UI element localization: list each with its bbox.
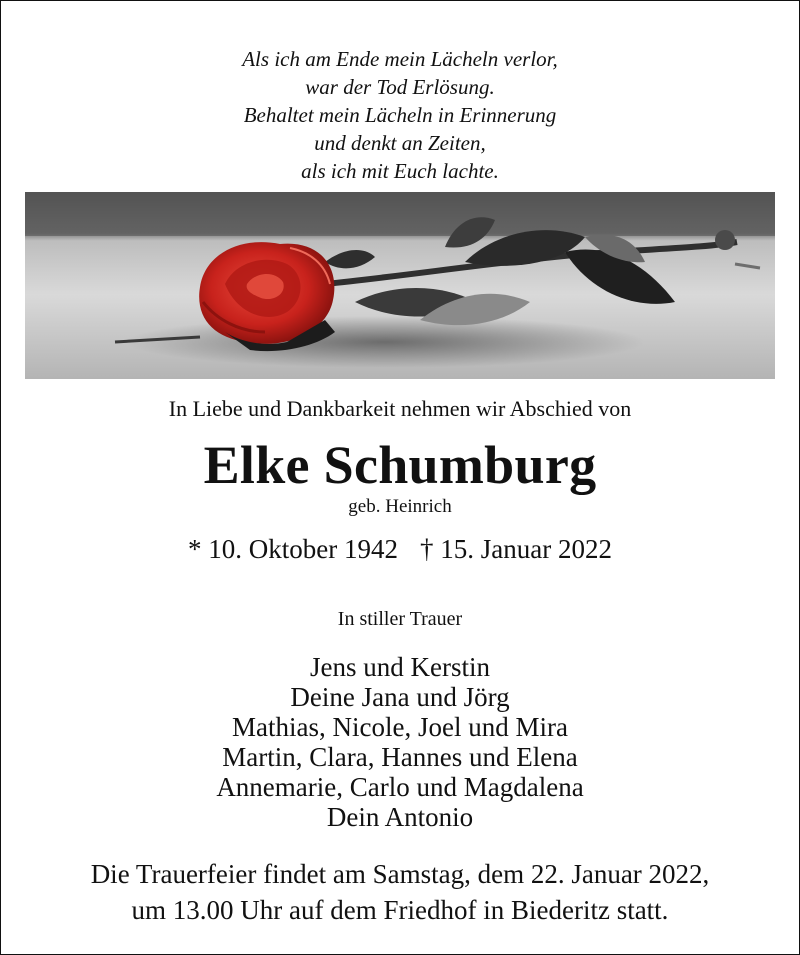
poem-line: und denkt an Zeiten, (314, 131, 486, 155)
mourner-line: Mathias, Nicole, Joel und Mira (232, 712, 568, 742)
poem-line: Behaltet mein Lächeln in Erinnerung (243, 103, 557, 127)
poem-line: Als ich am Ende mein Lächeln verlor, (242, 47, 558, 71)
farewell-intro: In Liebe und Dankbarkeit nehmen wir Abschied von (168, 396, 632, 421)
birth-date: * 10. Oktober 1942 (188, 534, 398, 564)
poem-line: als ich mit Euch lachte. (301, 159, 499, 183)
poem (1, 45, 799, 185)
service-line: Die Trauerfeier findet am Samstag, dem 22. Januar 2022, (90, 859, 710, 889)
mourner-line: Dein Antonio (326, 802, 474, 832)
life-dates (1, 532, 799, 566)
birth-name: geb. Heinrich (348, 496, 452, 517)
poem-line: war der Tod Erlösung. (305, 75, 495, 99)
mourner-line: Jens und Kerstin (310, 652, 490, 682)
mourner-line: Annemarie, Carlo und Magdalena (216, 772, 584, 802)
mourner-line: Deine Jana und Jörg (290, 682, 510, 712)
mourner-line: Martin, Clara, Hannes und Elena (222, 742, 578, 772)
deceased-name: Elke Schumburg (203, 435, 597, 495)
red-rose-icon (25, 192, 775, 379)
death-date: † 15. Januar 2022 (420, 534, 612, 564)
service-line: um 13.00 Uhr auf dem Friedhof in Biederitz statt. (131, 895, 669, 925)
mourners-list (1, 652, 799, 832)
funeral-service-info (1, 856, 799, 928)
mourning-caption: In stiller Trauer (337, 608, 463, 630)
